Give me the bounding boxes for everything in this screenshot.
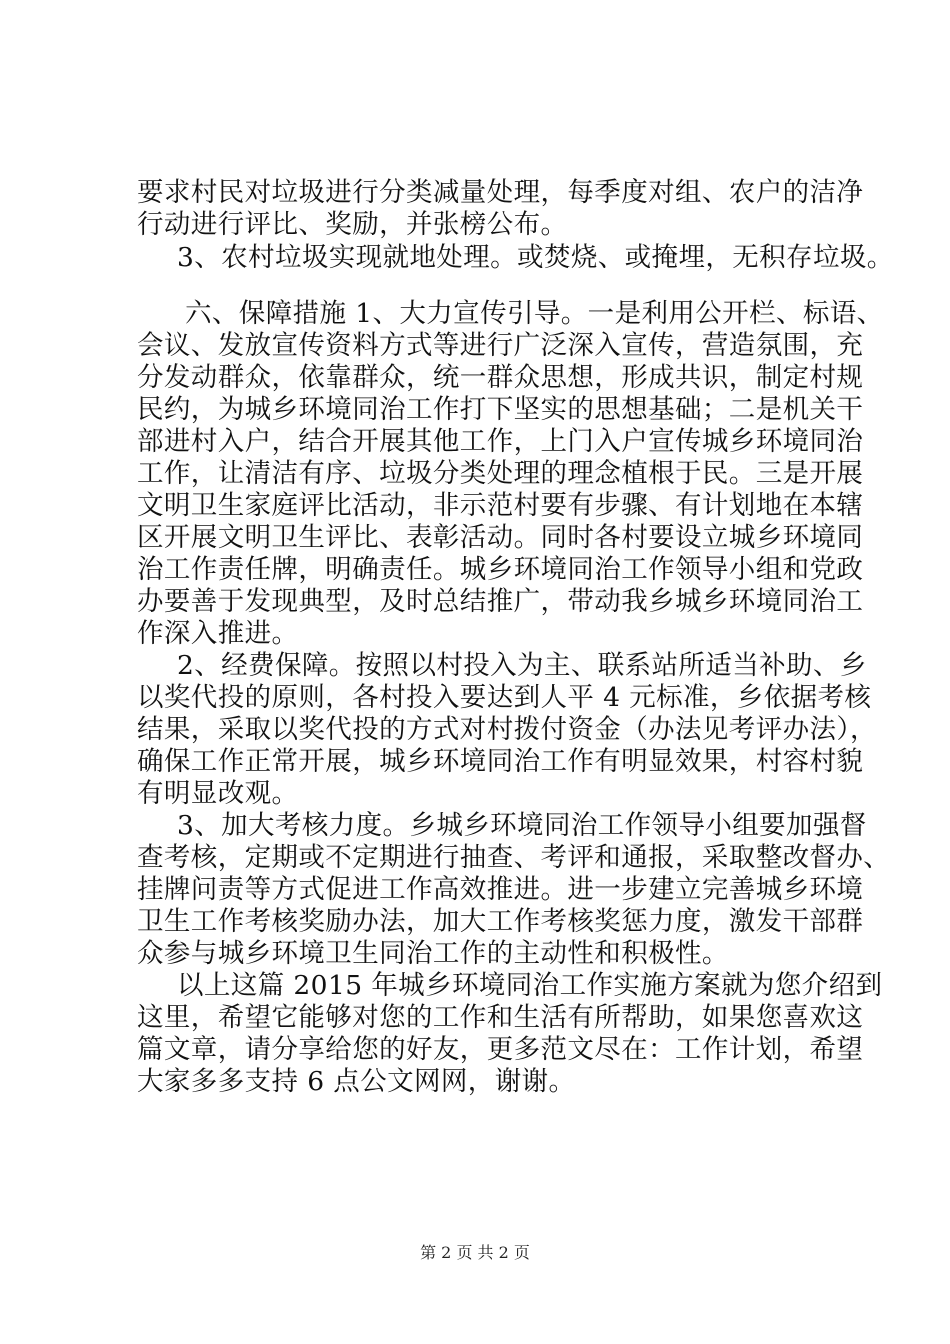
- paragraph-line: 3、加大考核力度。乡城乡环境同治工作领导小组要加强督: [177, 810, 867, 841]
- page-footer: 第 2 页 共 2 页: [420, 1243, 530, 1262]
- paragraph-line: 行动进行评比、奖励，并张榜公布。: [137, 209, 568, 240]
- paragraph-line: 要求村民对垃圾进行分类减量处理，每季度对组、农户的洁净: [137, 177, 864, 208]
- paragraph-line: 2、经费保障。按照以村投入为主、联系站所适当补助、乡: [177, 650, 867, 681]
- paragraph-line: 民约，为城乡环境同治工作打下坚实的思想基础；二是机关干: [137, 394, 864, 425]
- paragraph-line: 以奖代投的原则，各村投入要达到人平 4 元标准，乡依据考核: [137, 682, 872, 713]
- paragraph-line: 3、农村垃圾实现就地处理。或焚烧、或掩埋，无积存垃圾。: [177, 242, 894, 273]
- paragraph-line: 区开展文明卫生评比、表彰活动。同时各村要设立城乡环境同: [137, 522, 864, 553]
- paragraph-line: 治工作责任牌，明确责任。城乡环境同治工作领导小组和党政: [137, 554, 864, 585]
- paragraph-line: 大家多多支持 6 点公文网网，谢谢。: [137, 1066, 576, 1097]
- paragraph-line: 以上这篇 2015 年城乡环境同治工作实施方案就为您介绍到: [177, 970, 883, 1001]
- paragraph-line: 这里，希望它能够对您的工作和生活有所帮助，如果您喜欢这: [137, 1002, 864, 1033]
- paragraph-line: 分发动群众，依靠群众，统一群众思想，形成共识，制定村规: [137, 362, 864, 393]
- paragraph-line: 办要善于发现典型，及时总结推广，带动我乡城乡环境同治工: [137, 586, 864, 617]
- paragraph-line: 文明卫生家庭评比活动，非示范村要有步骤、有计划地在本辖: [137, 490, 864, 521]
- paragraph-line: 工作，让清洁有序、垃圾分类处理的理念植根于民。三是开展: [137, 458, 864, 489]
- paragraph-line: 有明显改观。: [137, 778, 299, 809]
- paragraph-line: 众参与城乡环境卫生同治工作的主动性和积极性。: [137, 938, 729, 969]
- paragraph-line: 六、保障措施 1、大力宣传引导。一是利用公开栏、标语、: [185, 298, 884, 329]
- paragraph-line: 卫生工作考核奖励办法，加大工作考核奖惩力度，激发干部群: [137, 906, 864, 937]
- paragraph-line: 结果，采取以奖代投的方式对村拨付资金（办法见考评办法），: [137, 714, 877, 745]
- paragraph-line: 部进村入户，结合开展其他工作，上门入户宣传城乡环境同治: [137, 426, 864, 457]
- paragraph-line: 作深入推进。: [137, 618, 299, 649]
- paragraph-line: 挂牌问责等方式促进工作高效推进。进一步建立完善城乡环境: [137, 874, 864, 905]
- paragraph-line: 查考核，定期或不定期进行抽查、考评和通报，采取整改督办、: [137, 842, 891, 873]
- paragraph-line: 确保工作正常开展，城乡环境同治工作有明显效果，村容村貌: [137, 746, 864, 777]
- paragraph-line: 会议、发放宣传资料方式等进行广泛深入宣传，营造氛围，充: [137, 330, 864, 361]
- paragraph-line: 篇文章，请分享给您的好友，更多范文尽在：工作计划，希望: [137, 1034, 864, 1065]
